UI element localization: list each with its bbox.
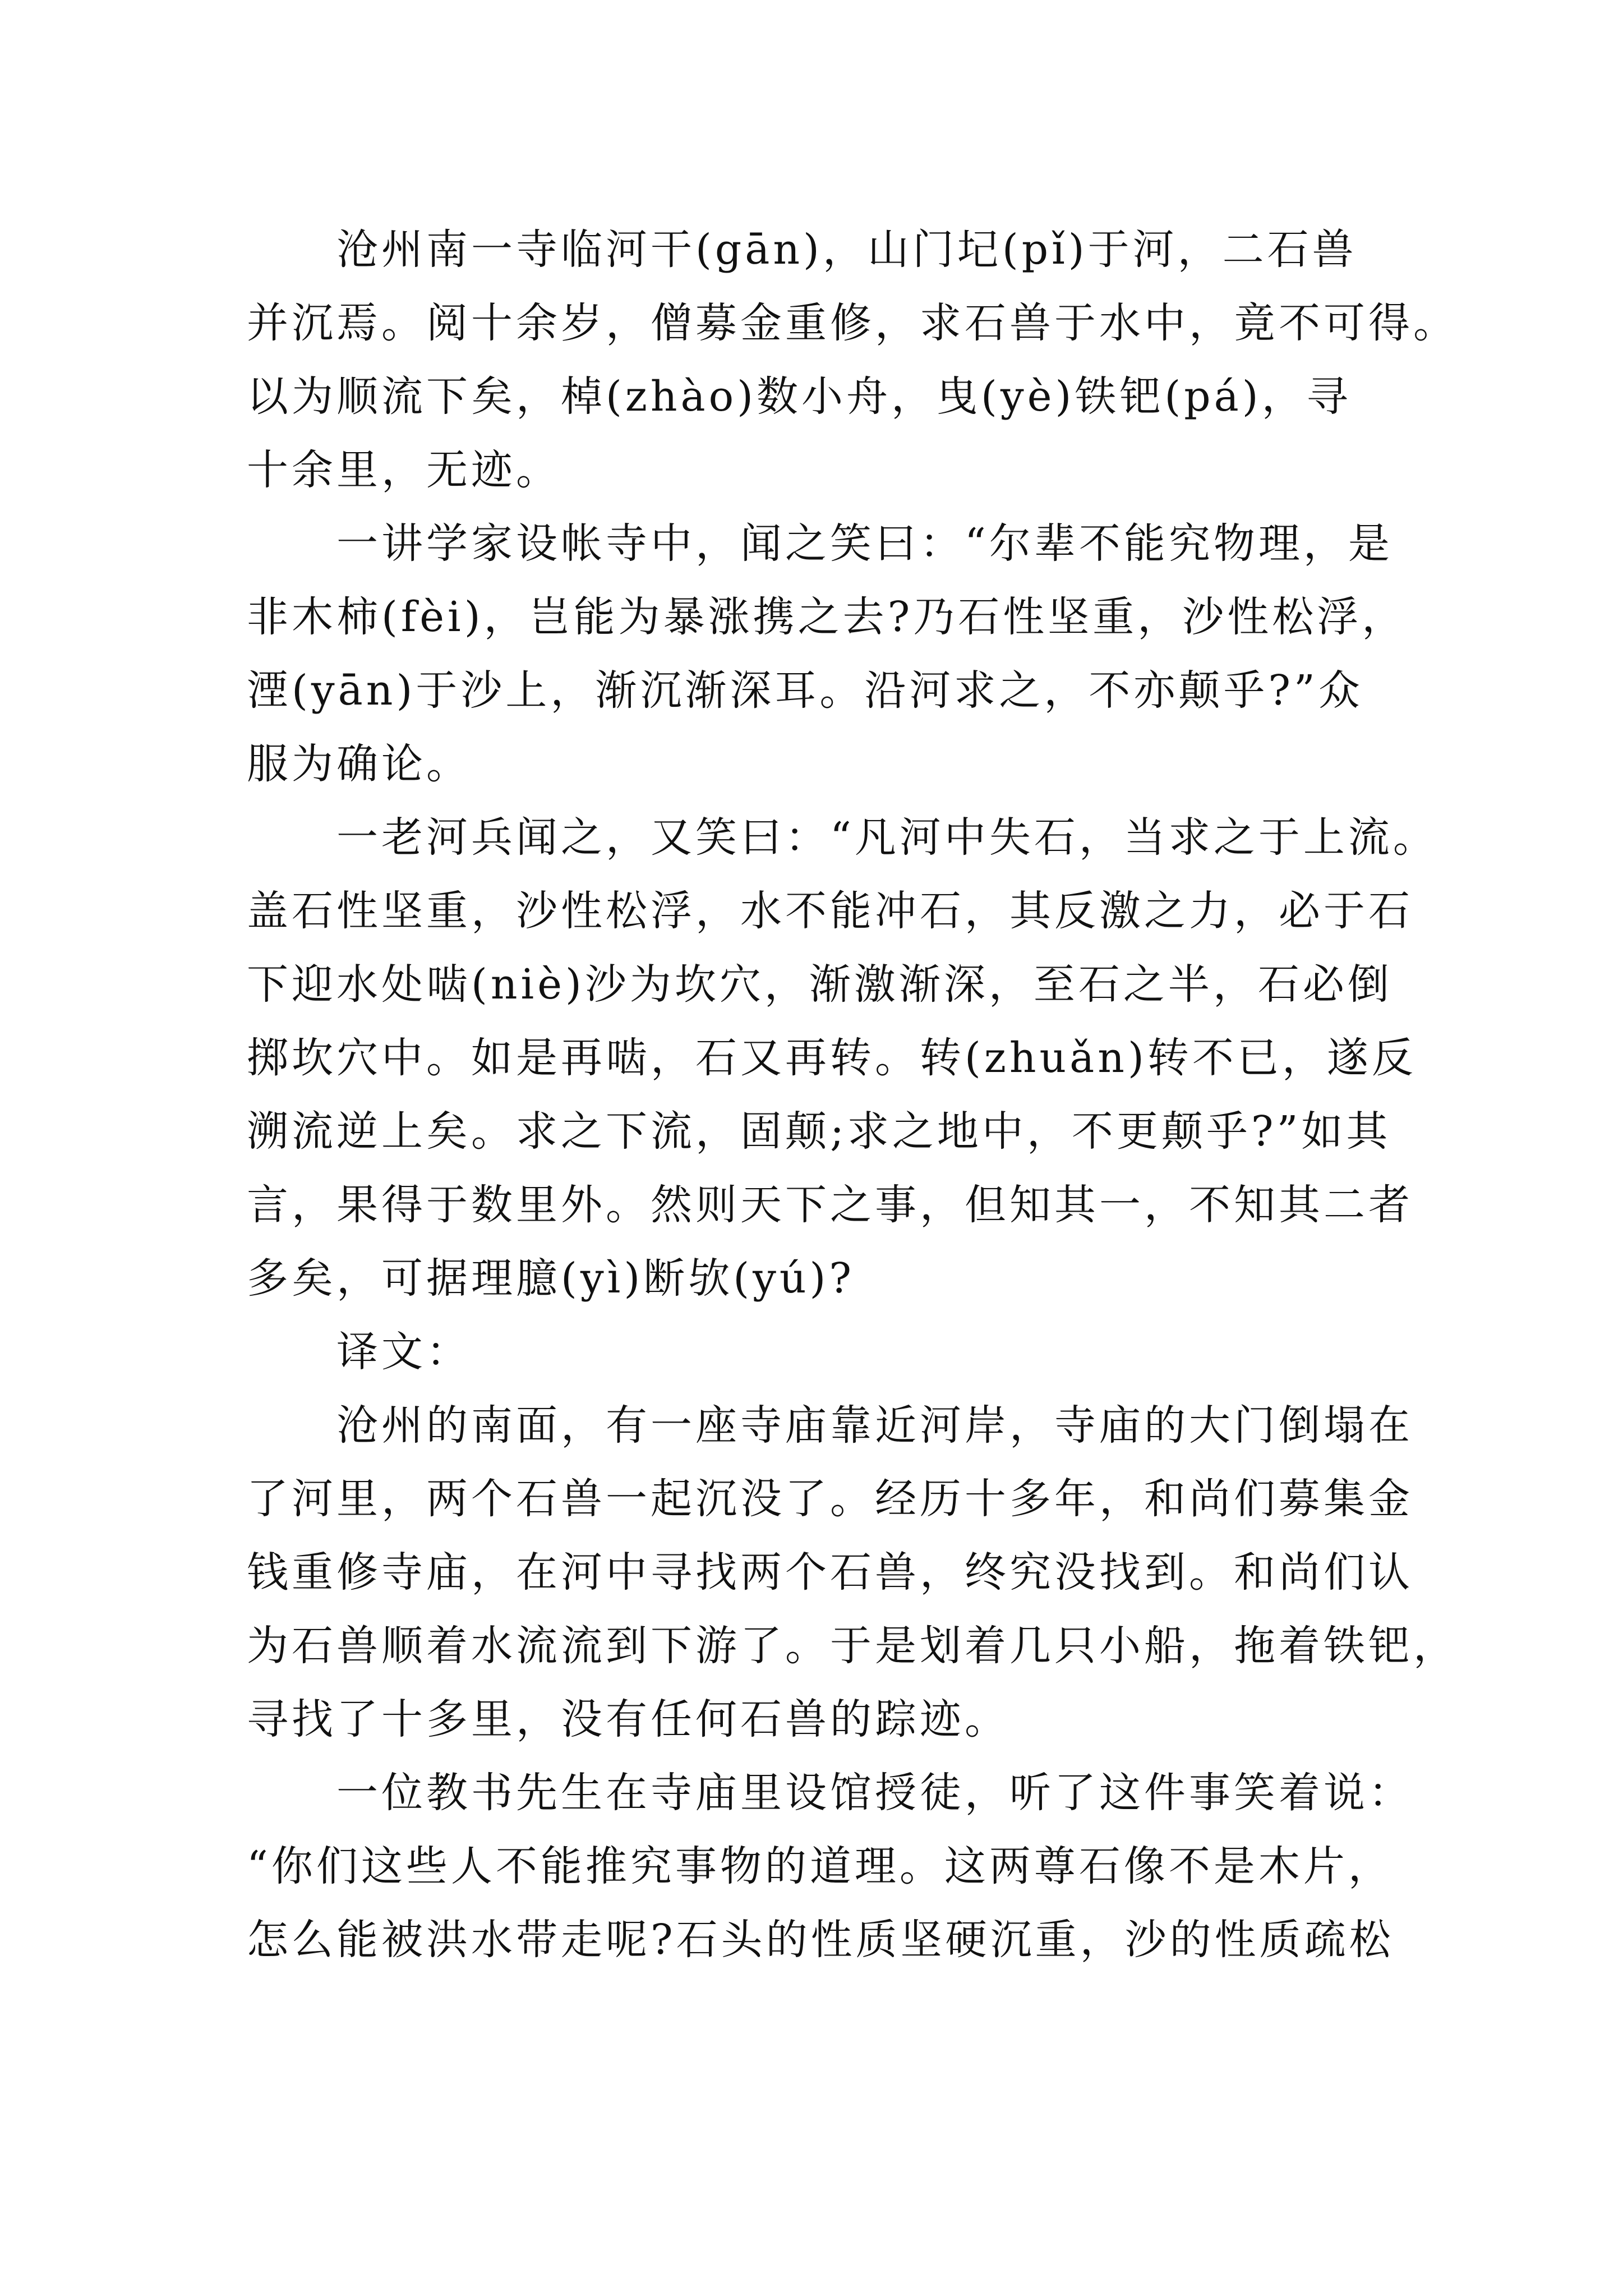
- text-line: 并沉焉。阅十余岁，僧募金重修，求石兽于水中，竟不可得。: [247, 299, 1458, 347]
- text-line: 盖石性坚重，沙性松浮，水不能冲石，其反激之力，必于石: [247, 887, 1413, 935]
- document-body: [247, 213, 1458, 1977]
- text-line: 钱重修寺庙，在河中寻找两个石兽，终究没找到。和尚们认: [247, 1548, 1413, 1596]
- text-line: 掷坎穴中。如是再啮，石又再转。转(zhuǎn)转不已，遂反: [247, 1034, 1417, 1082]
- text-line: 为石兽顺着水流流到下游了。于是划着几只小船，拖着铁钯，: [247, 1622, 1458, 1670]
- text-line: 非木柿(fèi)，岂能为暴涨携之去?乃石性坚重，沙性松浮，: [247, 593, 1407, 641]
- text-line: 一讲学家设帐寺中，闻之笑曰：“尔辈不能究物理，是: [247, 519, 1393, 568]
- text-line: “你们这些人不能推究事物的道理。这两尊石像不是木片，: [247, 1842, 1393, 1890]
- text-line: 下迎水处啮(niè)沙为坎穴，渐激渐深，至石之半，石必倒: [247, 960, 1393, 1009]
- text-line: 一位教书先生在寺庙里设馆授徒，听了这件事笑着说：: [247, 1769, 1413, 1817]
- text-line: 一老河兵闻之，又笑曰：“凡河中失石，当求之于上流。: [247, 813, 1438, 862]
- text-line: 寻找了十多里，没有任何石兽的踪迹。: [247, 1695, 1009, 1743]
- text-line: 溯流逆上矣。求之下流，固颠;求之地中，不更颠乎?”如其: [247, 1107, 1391, 1156]
- text-line: 湮(yān)于沙上，渐沉渐深耳。沿河求之，不亦颠乎?”众: [247, 666, 1363, 715]
- text-line: 沧州的南面，有一座寺庙靠近河岸，寺庙的大门倒塌在: [247, 1401, 1413, 1450]
- text-line: 沧州南一寺临河干(gān)，山门圮(pǐ)于河，二石兽: [247, 226, 1357, 274]
- text-line: 十余里，无迹。: [247, 446, 561, 494]
- text-line: 言，果得于数里外。然则天下之事，但知其一，不知其二者: [247, 1181, 1413, 1229]
- text-line: 以为顺流下矣，棹(zhào)数小舟，曳(yè)铁钯(pá)，寻: [247, 372, 1352, 421]
- text-line: 了河里，两个石兽一起沉没了。经历十多年，和尚们募集金: [247, 1475, 1413, 1523]
- text-line: 服为确论。: [247, 740, 471, 788]
- text-line: 多矣，可据理臆(yì)断欤(yú)?: [247, 1254, 855, 1303]
- translation-heading: 译文：: [247, 1328, 471, 1376]
- text-line: 怎么能被洪水带走呢?石头的性质坚硬沉重，沙的性质疏松: [247, 1916, 1394, 1964]
